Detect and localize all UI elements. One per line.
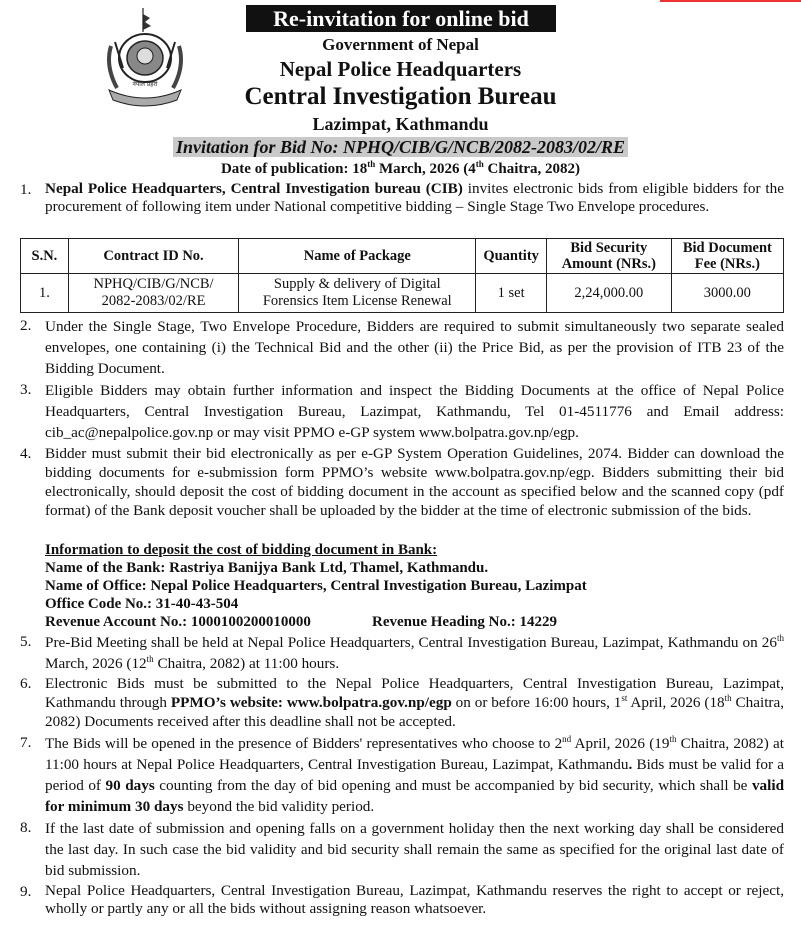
- col-header-bid-security: Bid Security Amount (NRs.): [546, 239, 671, 274]
- table-row: [21, 274, 784, 313]
- clause-4: 4. Bidder must submit their bid electronically as per e-GP System Operation Guidelines, 2074. Bidder can download the bidding documents for e-submission form PPMO’s website www.bolpatra.gov.np/egp. Bidders submitting their bid electronically, should deposit the cost of bidding document in the account as specified below and the scanned copy (pdf format) of the Bank deposit voucher shall be uploaded by the bidder at the time of electronic submission of the bids.: [20, 445, 784, 519]
- location-title: Lazimpat, Kathmandu: [312, 114, 489, 134]
- col-header-document-fee: Bid Document Fee (NRs.): [671, 239, 783, 274]
- clause-7: 7. The Bids will be opened in the presence of Bidders' representatives who choose to 2nd April, 2026 (19th Chaitra, 2082) at 11:00 hours at Nepal Police Headquarters, Central Investigation Bureau, Lazimpat, Kathmandu. Bids must be valid for a period of 90 days counting from the day of bid opening and must be accompanied by bid security, which shall be valid for minimum 30 days beyond the bid validity period.: [20, 733, 785, 815]
- revenue-account: Revenue Account No.: 1000100200010000: [45, 614, 311, 630]
- bid-items-table: [20, 238, 784, 313]
- clause-8: 8. If the last date of submission and opening falls on a government holiday then the next working day shall be considered the last day. In such case the bid validity and bid security shall remain the same as specified for the original last date of bid submission.: [20, 819, 784, 879]
- publication-date: Date of publication: 18th March, 2026 (4th Chaitra, 2082): [220, 159, 581, 177]
- clause-5: 5. Pre-Bid Meeting shall be held at Nepal Police Headquarters, Central Investigation Bureau, Lazimpat, Kathmandu on 26th March, 2026 (12th Chaitra, 2082) at 11:00 hours.: [20, 632, 784, 672]
- cell-contract-id: NPHQ/CIB/G/NCB/ 2082-2083/02/RE: [68, 274, 238, 313]
- clause-3: 3. Eligible Bidders may obtain further information and inspect the Bidding Documents at the office of Nepal Police Headquarters, Central Investigation Bureau, Lazimpat, Kathmandu, Tel 01-4511776 and Email address: cib_ac@nepalpolice.gov.np or may visit PPMO e-GP system www.bolpatra.gov.np/egp.: [20, 381, 784, 441]
- table-header-row: [21, 239, 784, 274]
- col-header-quantity: Quantity: [476, 239, 547, 274]
- office-name: Name of Office: Nepal Police Headquarters, Central Investigation Bureau, Lazimpat: [45, 578, 587, 594]
- invitation-number: Invitation for Bid No: NPHQ/CIB/G/NCB/2082-2083/02/RE: [0, 137, 801, 158]
- top-edge-accent: [660, 0, 801, 2]
- cell-quantity: 1 set: [476, 274, 547, 313]
- clause-2: 2. Under the Single Stage, Two Envelope Procedure, Bidders are required to submit simultaneously two separate sealed envelopes, one containing (i) the Technical Bid and the other (ii) the Price Bid, as per the provision of ITB 23 of the Bidding Document.: [20, 317, 784, 377]
- bank-info-title: Information to deposit the cost of bidding document in Bank:: [45, 542, 438, 558]
- bank-name: Name of the Bank: Rastriya Banijya Bank Ltd, Thamel, Kathmandu.: [45, 560, 489, 576]
- office-code: Office Code No.: 31-40-43-504: [45, 596, 239, 612]
- cell-package: Supply & delivery of Digital Forensics Item License Renewal: [239, 274, 476, 313]
- col-header-sn: S.N.: [21, 239, 69, 274]
- government-title: Government of Nepal: [322, 35, 479, 54]
- clause-9: 9. Nepal Police Headquarters, Central Investigation Bureau, Lazimpat, Kathmandu reserves the right to accept or reject, wholly or partly any or all the bids without assigning reason whatsoever.: [20, 882, 784, 917]
- headquarters-title: Nepal Police Headquarters: [279, 57, 522, 81]
- col-header-contract-id: Contract ID No.: [68, 239, 238, 274]
- clause-6: 6. Electronic Bids must be submitted to the Nepal Police Headquarters, Central Investigation Bureau, Lazimpat, Kathmandu through PPMO’s website: www.bolpatra.gov.np/egp on or before 16:00 hours, 1st April, 2026 (18th Chaitra, 2082) Documents received after this deadline shall not be accepted.: [20, 675, 785, 730]
- svg-text:नेपाल प्रहरी: नेपाल प्रहरी: [132, 81, 158, 88]
- revenue-heading: Revenue Heading No.: 14229: [372, 614, 557, 630]
- col-header-package: Name of Package: [239, 239, 476, 274]
- cell-bid-security: 2,24,000.00: [546, 274, 671, 313]
- reinvitation-banner: Re-invitation for online bid: [246, 5, 556, 32]
- cell-sn: 1.: [21, 274, 69, 313]
- clause-1: 1. Nepal Police Headquarters, Central Investigation bureau (CIB) invites electronic bids from eligible bidders for the procurement of following item under National competitive bidding – Single Stage Two Envelope procedures.: [20, 180, 784, 215]
- bureau-title: Central Investigation Bureau: [244, 83, 557, 110]
- cell-document-fee: 3000.00: [671, 274, 783, 313]
